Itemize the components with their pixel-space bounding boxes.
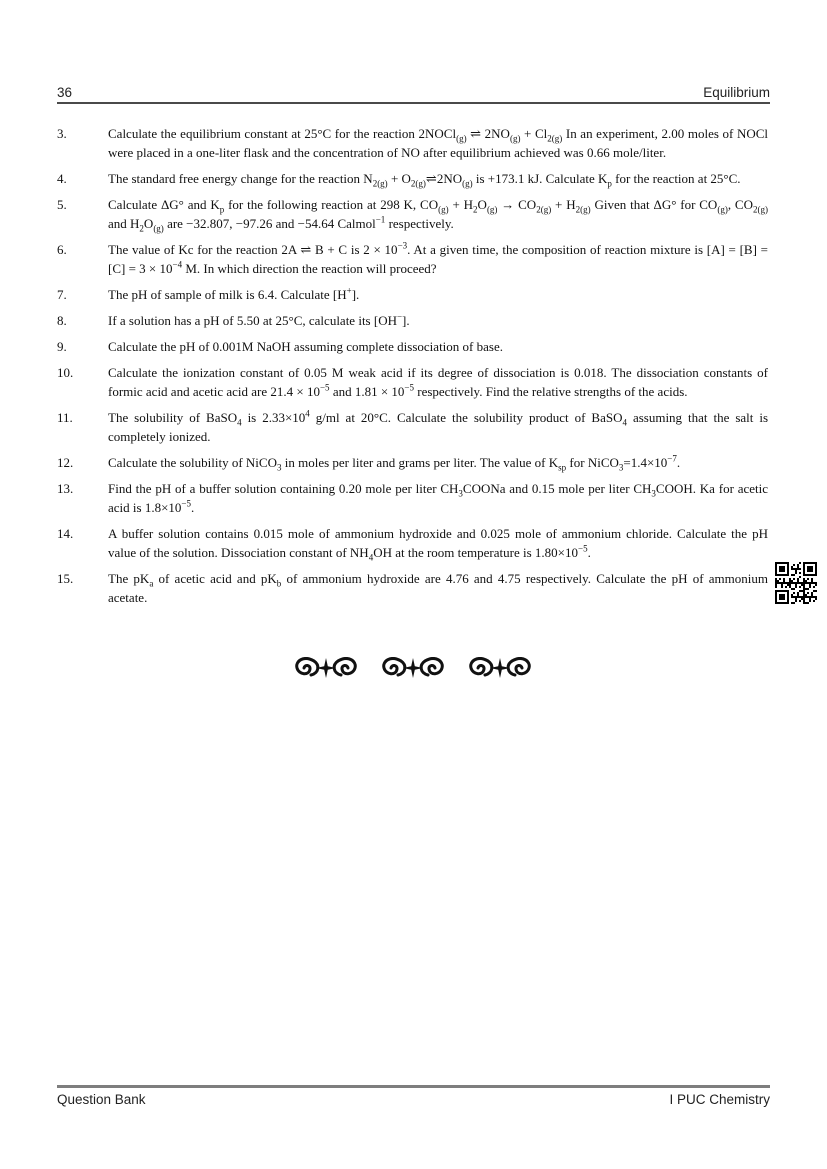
question-item [57, 453, 768, 472]
floral-swash-left-icon [470, 659, 491, 675]
question-text: Calculate the solubility of NiCO$_3$ in moles per liter and grams per liter. The value of $K_{sp}$ for $NiCO_3=1.4\times 10^{-7}$. [108, 453, 681, 473]
footer-left-label: Question Bank [57, 1092, 146, 1107]
question-item [57, 408, 768, 446]
question-text: The solubility of BaSO$_4$ is $2.33\times 10^4$ g/ml at 20°C. Calculate the solubility product of BaSO$_4$ assuming that the salt is completely ionized. [108, 408, 769, 444]
floral-swash-right-icon [334, 659, 355, 675]
question-text: The standard free energy change for the reaction $N_{2(g)}$ + $O_{2(g)}\rightleftharpoons 2NO_{(g)}$ is +173.1 kJ. Calculate $K_p$ for the reaction at 25°C. [108, 171, 741, 189]
page-number: 36 [57, 85, 73, 100]
question-number: 8. [57, 313, 67, 328]
question-item [57, 169, 768, 188]
question-list [57, 124, 768, 679]
question-item [57, 524, 768, 562]
question-text: Calculate the ionization constant of 0.05 M weak acid if its degree of dissociation is 0.018. The dissociation constants of formic acid and acetic acid are $21.4 \times 10^{-5}$ and $1.81 \times 10^{-5}$ respectively. Find the relative strengths of the acids. [108, 365, 768, 399]
question-number: 11. [57, 410, 73, 425]
question-text: The value of Kc for the reaction 2A ⇌ B + C is $2 \times 10^{-3}$. At a given time, the composition of reaction mixture is $[A] = [B] = [C] = 3 \times 10^{-4}$ M. In which direction the reaction will proceed? [108, 240, 768, 276]
ornament-group [293, 657, 359, 679]
question-number: 10. [57, 365, 74, 380]
question-item [57, 569, 768, 607]
question-number: 6. [57, 242, 67, 257]
floral-swash-right-icon [421, 659, 442, 675]
question-number: 4. [57, 171, 67, 186]
question-text: Find the pH of a buffer solution containing 0.20 mole per liter $CH_3COONa$ and 0.15 mole per liter $CH_3COOH$. Ka for acetic acid is $1.8\times 10^{-5}$. [108, 481, 769, 515]
question-text: The pH of sample of milk is 6.4. Calculate [H+]. [108, 285, 360, 302]
floral-swash-left-icon [296, 659, 317, 675]
page-header [57, 85, 770, 104]
question-text: Calculate the equilibrium constant at 25°C for the reaction 2NOCl$_{(g)}$ ⇌ $2NO_{(g)} + Cl_{2(g)}$ In an experiment, 2.00 moles of NOCl were placed in a one-liter flask and the concentration of NO after equilibrium achieved was 0.66 mole/liter. [108, 126, 769, 160]
floral-swash-left-icon [383, 659, 404, 675]
footer-right-label: I PUC Chemistry [669, 1092, 770, 1107]
question-number: 12. [57, 455, 74, 470]
question-item [57, 337, 768, 356]
question-number: 13. [57, 481, 74, 496]
page-footer [57, 1085, 770, 1107]
question-item [57, 195, 768, 233]
question-text: Calculate ΔG° and $K_p$ for the following reaction at 298 K, $CO_{(g)} + H_2O_{(g)} \to CO_{2(g)} + H_{2(g)}$ Given that ΔG° for $CO_{(g)}$, $CO_{2(g)}$ and $H_2O_{(g)}$ are −32.807, −97.26 and −54.64 Calmol$^{-1}$ respectively. [108, 197, 768, 234]
ornament-divider [57, 657, 768, 679]
chapter-title: Equilibrium [703, 85, 770, 100]
question-text: The $pK_a$ of acetic acid and $pK_b$ of ammonium hydroxide are 4.76 and 4.75 respectively. Calculate the pH of ammonium acetate. [108, 571, 768, 605]
question-number: 9. [57, 339, 67, 354]
question-number: 3. [57, 126, 67, 141]
question-number: 5. [57, 197, 67, 212]
question-item [57, 124, 768, 162]
ornament-group [380, 657, 446, 679]
question-number: 14. [57, 526, 74, 541]
ornament-group [467, 657, 533, 679]
qr-code [775, 562, 817, 604]
question-item [57, 479, 768, 517]
question-text: If a solution has a pH of 5.50 at 25°C, calculate its [OH−]. [108, 311, 410, 328]
question-number: 15. [57, 571, 74, 586]
question-item [57, 240, 768, 278]
question-item [57, 311, 768, 330]
question-item [57, 285, 768, 304]
question-text: A buffer solution contains 0.015 mole of ammonium hydroxide and 0.025 mole of ammonium chloride. Calculate the pH value of the solution. Dissociation constant of $NH_4OH$ at the room temperature is $1.80\times 10^{-5}$. [108, 526, 768, 563]
question-item [57, 363, 768, 401]
question-text: Calculate the pH of 0.001M NaOH assuming complete dissociation of base. [108, 339, 503, 354]
floral-swash-right-icon [508, 659, 529, 675]
question-number: 7. [57, 287, 67, 302]
